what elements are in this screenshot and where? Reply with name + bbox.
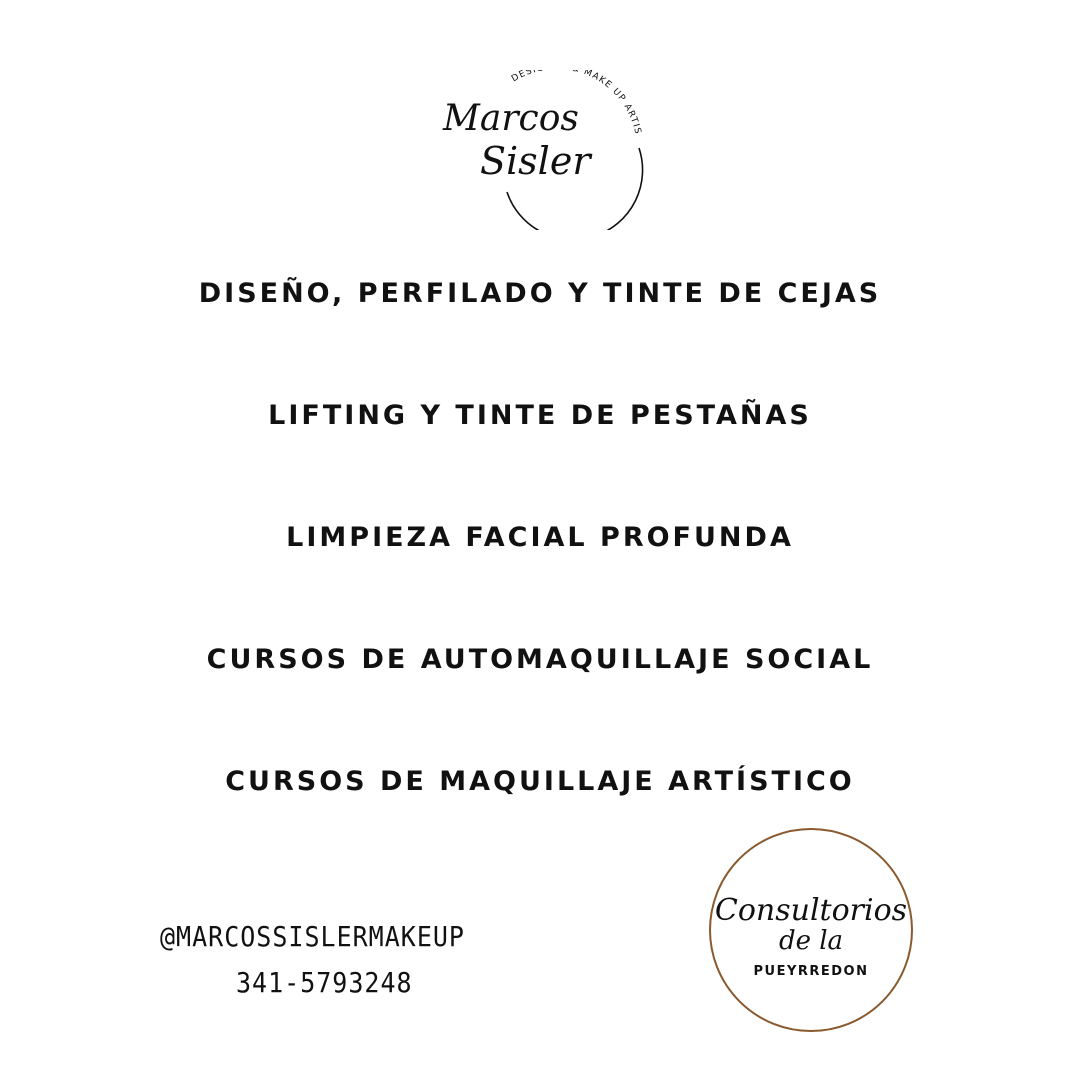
badge-word: PUEYRREDON: [753, 964, 869, 979]
logo-arc-text: DESI MAKE UP ARTIS: [510, 70, 643, 136]
instagram-handle: @MARCOSSISLERMAKEUP: [160, 920, 465, 953]
logo-name-line2: Sisler: [480, 139, 591, 183]
service-lashes: LIFTING Y TINTE DE PESTAÑAS: [268, 400, 812, 431]
consultorios-badge: [709, 828, 913, 1032]
phone-number: 341-5793248: [236, 966, 413, 999]
badge-script-line2: de la: [778, 926, 844, 956]
service-facial-cleansing: LIMPIEZA FACIAL PROFUNDA: [286, 522, 794, 553]
logo-graphic: [425, 70, 665, 230]
service-eyebrows: DISEÑO, PERFILADO Y TINTE DE CEJAS: [198, 278, 882, 309]
logo-name-line1: Marcos: [443, 98, 579, 139]
service-self-makeup-course: CURSOS DE AUTOMAQUILLAJE SOCIAL: [206, 644, 874, 675]
service-artistic-makeup-course: CURSOS DE MAQUILLAJE ARTÍSTICO: [225, 766, 855, 797]
marcos-sisler-logo: [425, 70, 665, 230]
badge-script-line1: Consultorios: [714, 893, 908, 928]
